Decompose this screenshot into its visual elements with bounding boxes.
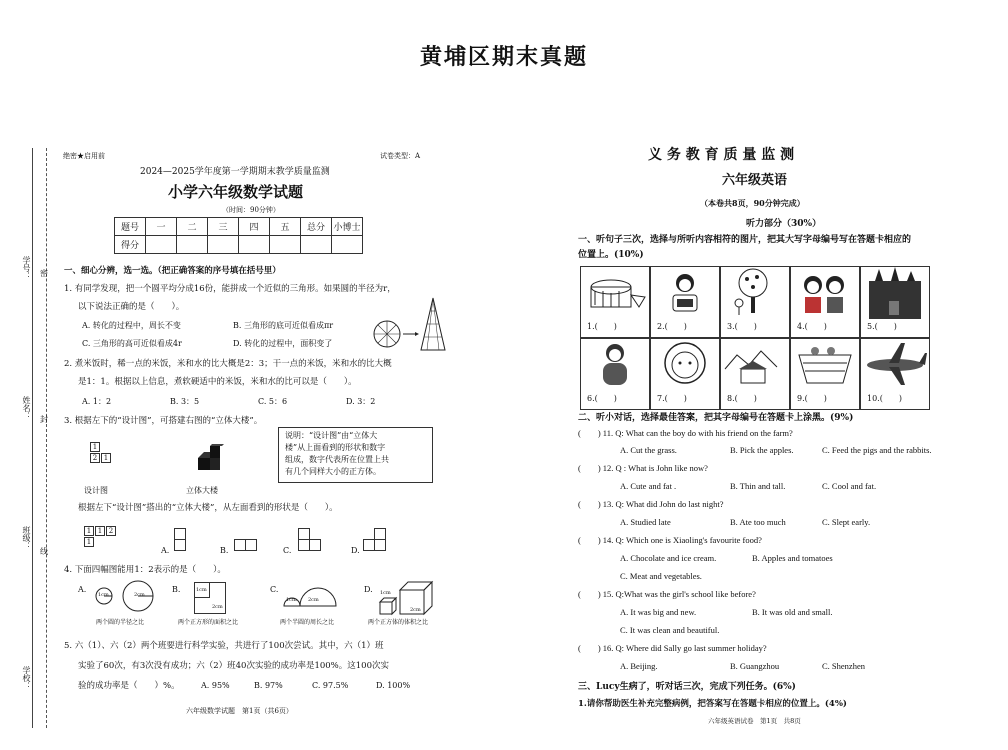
q1-option-b[interactable]: B. 三角形的底可近似看成πr: [233, 321, 334, 330]
picture-9: [790, 338, 860, 410]
q3-note-box: [278, 427, 433, 483]
q5-option-d[interactable]: D. 100%: [376, 681, 411, 690]
score-cell: 得分: [115, 236, 146, 254]
margin-school: 学校：: [22, 666, 31, 690]
q4-stem: 4. 下面四幅图能用1：2表示的是（ ）。: [64, 565, 226, 575]
margin-seal-1: 密: [40, 269, 48, 278]
a-label-1: 1cm: [98, 592, 109, 598]
q4-option-b[interactable]: B.: [172, 585, 181, 594]
q5-option-c[interactable]: C. 97.5%: [312, 681, 349, 690]
c-label-2: 2cm: [308, 597, 319, 603]
building-label: 立体大楼: [186, 486, 218, 495]
c-label-1: 1cm: [286, 597, 297, 603]
a-label-2: 2cm: [134, 592, 145, 598]
q3-shape-b: [245, 539, 257, 551]
score-cell: 一: [146, 218, 177, 236]
q3-stem-2: 根据左下“设计图”搭出的“立体大楼”，从左面看到的形状是（ ）。: [78, 503, 338, 513]
picture-8-label[interactable]: 8.( ): [727, 394, 757, 403]
q13-option-c[interactable]: C. Slept early.: [822, 517, 871, 527]
score-input-cell[interactable]: [177, 236, 208, 254]
note-line: 有几个同样大小的正方体。: [285, 467, 381, 476]
section-1-line-1: 一、听句子三次，选择与所听内容相符的图片，把其大写字母编号写在答题卡相应的: [578, 235, 912, 245]
score-cell: 总分: [301, 218, 332, 236]
q2-option-b[interactable]: B. 3：5: [170, 397, 200, 406]
page-footer: 六年级数学试题 第1页（共6页）: [186, 707, 293, 715]
q3-shape-c: [309, 539, 321, 551]
design-grid-cell: 1: [84, 526, 94, 536]
score-input-cell[interactable]: [301, 236, 332, 254]
section-1-heading: 一、细心分辨，选一选。（把正确答案的序号填在括号里）: [64, 266, 281, 276]
q4-caption-c: 两个半圆的周长之比: [280, 619, 335, 626]
design-grid-cell: 1: [84, 537, 94, 547]
picture-5: [860, 266, 930, 338]
picture-7: [650, 338, 720, 410]
q15-option-a[interactable]: A. It was big and new.: [620, 607, 697, 617]
q1-stem-2: 以下说法正确的是（ ）。: [78, 302, 185, 312]
q3-shape-d: [374, 539, 386, 551]
english-exam-page: [560, 128, 980, 740]
q4-caption-d: 两个正方体的体积之比: [368, 619, 429, 626]
q4-option-c[interactable]: C.: [270, 585, 279, 594]
q12-option-a[interactable]: A. Cute and fat .: [620, 481, 677, 491]
note-line: 组成，数字代表所在位置上共: [285, 455, 389, 464]
q5-option-b[interactable]: B. 97%: [254, 681, 283, 690]
d-label-1: 1cm: [380, 590, 391, 596]
q12-option-c[interactable]: C. Cool and fat.: [822, 481, 877, 491]
q2-stem: 2. 煮米饭时，稀一点的米饭，米和水的比大概是2：3；干一点的米饭，米和水的比大概: [64, 359, 392, 369]
picture-4: [790, 266, 860, 338]
design-grid-cell: 1: [90, 442, 100, 452]
picture-2-label[interactable]: 2.( ): [657, 322, 687, 331]
q14-option-b[interactable]: B. Apples and tomatoes: [752, 553, 833, 563]
score-cell: 二: [177, 218, 208, 236]
listening-heading: 听力部分（30%）: [746, 219, 822, 229]
picture-6-label[interactable]: 6.( ): [587, 394, 617, 403]
design-grid-cell: 2: [90, 453, 100, 463]
q11-option-a[interactable]: A. Cut the grass.: [620, 445, 677, 455]
girl-reading-icon: [651, 267, 719, 319]
two-kids-icon: [791, 267, 859, 319]
q5-stem-3: 验的成功率是（ ）%。: [78, 681, 180, 691]
tree-boy-icon: [721, 267, 789, 319]
q4-figure-d-cubes: [378, 578, 438, 618]
english-title: 六年级英语: [722, 173, 788, 188]
q12-option-b[interactable]: B. Thin and tall.: [730, 481, 786, 491]
cake-icon: [581, 267, 649, 319]
q2-option-a[interactable]: A. 1：2: [82, 397, 112, 406]
b-label-2: 2cm: [212, 604, 223, 610]
binding-line: [46, 148, 47, 728]
basket-icon: [791, 339, 859, 391]
picture-5-label[interactable]: 5.( ): [867, 322, 897, 331]
q16-option-b[interactable]: B. Guangzhou: [730, 661, 780, 671]
q16-option-a[interactable]: A. Beijing.: [620, 661, 658, 671]
q4-caption-b: 两个正方形的面积之比: [178, 619, 239, 626]
english-subtitle: （本卷共8页，90分钟完成）: [700, 198, 805, 208]
score-input-cell[interactable]: [146, 236, 177, 254]
q1-option-c[interactable]: C. 三角形的高可近似看成4r: [82, 339, 182, 348]
q4-caption-a: 两个圆的半径之比: [96, 619, 145, 626]
q4-figure-a-circles: [90, 580, 168, 616]
picture-6: [580, 338, 650, 410]
design-grid-cell: 2: [106, 526, 116, 536]
margin-student-id: 学号：: [22, 256, 31, 280]
q4-option-d[interactable]: D.: [364, 585, 373, 594]
q3-option-c[interactable]: C.: [283, 546, 292, 555]
q12-question: ( ) 12. Q : What is John like now?: [578, 463, 708, 473]
score-input-cell[interactable]: [332, 236, 363, 254]
score-table-row: [115, 236, 363, 254]
farm-house-icon: [721, 339, 789, 391]
margin-line: [32, 148, 33, 728]
boy-icon: [581, 339, 649, 391]
design-grid-cell: 1: [101, 453, 111, 463]
castle-icon: [861, 267, 929, 319]
q5-stem: 5. 六（1）、六（2）两个班要进行科学实验，共进行了100次尝试。其中，六（1）班: [64, 641, 384, 651]
q15-option-c[interactable]: C. It was clean and beautiful.: [620, 625, 720, 635]
q13-option-b[interactable]: B. Ate too much: [730, 517, 786, 527]
score-cell: 四: [239, 218, 270, 236]
building-3d-figure: [194, 444, 228, 478]
q1-option-a[interactable]: A. 转化的过程中，周长不变: [82, 321, 181, 330]
margin-seal-2: 封: [40, 415, 48, 424]
q11-option-c[interactable]: C. Feed the pigs and the rabbits.: [822, 445, 932, 455]
confidential-label: 绝密★启用前: [63, 152, 105, 160]
score-cell: 小博士: [332, 218, 363, 236]
page-footer: 六年级英语试卷 第1页 共8页: [708, 717, 801, 725]
picture-2: [650, 266, 720, 338]
girl-face-icon: [651, 339, 719, 391]
q4-option-a[interactable]: A.: [78, 585, 87, 594]
note-line: 楼”从上面看到的形状和数字: [285, 443, 386, 452]
q2-option-c[interactable]: C. 5：6: [258, 397, 288, 406]
q13-option-a[interactable]: A. Studied late: [620, 517, 671, 527]
section-2-heading: 二、听小对话，选择最佳答案，把其字母编号在答题卡上涂黑。(9%): [578, 413, 854, 423]
section-1-line-2: 位置上。(10%): [578, 250, 644, 260]
score-input-cell[interactable]: [208, 236, 239, 254]
airplane-icon: [861, 339, 929, 391]
margin-seal-3: 线: [40, 547, 48, 556]
picture-9-label[interactable]: 9.( ): [797, 394, 827, 403]
score-table: [114, 217, 363, 254]
q14-option-c[interactable]: C. Meat and vegetables.: [620, 571, 702, 581]
q1-option-d[interactable]: D. 转化的过程中，面积变了: [233, 339, 333, 348]
q2-option-d[interactable]: D. 3：2: [346, 397, 376, 406]
banner-title: 黄埔区期末真题: [419, 45, 588, 70]
q3-option-a[interactable]: A.: [161, 546, 170, 555]
design-grid-cell: 1: [95, 526, 105, 536]
picture-1: [580, 266, 650, 338]
score-table-header: [115, 218, 363, 236]
picture-10: [860, 338, 930, 410]
b-label-1: 1cm: [196, 587, 207, 593]
q3-shape-a: [174, 539, 186, 551]
d-label-2: 2cm: [410, 607, 421, 613]
q11-question: ( ) 11. Q: What can the boy do with his friend on the farm?: [578, 428, 793, 438]
picture-4-label[interactable]: 4.( ): [797, 322, 827, 331]
picture-8: [720, 338, 790, 410]
english-header: 义 务 教 育 质 量 监 测: [648, 147, 795, 163]
q14-option-a[interactable]: A. Chocolate and ice cream.: [620, 553, 717, 563]
score-cell: 五: [270, 218, 301, 236]
q13-question: ( ) 13. Q: What did John do last night?: [578, 499, 724, 509]
score-cell: 三: [208, 218, 239, 236]
margin-class: 班级：: [22, 526, 31, 550]
q1-stem: 1. 有同学发现，把一个圆平均分成16份，能拼成一个近似的三角形。如果圆的半径为r，: [64, 284, 396, 294]
q3-option-d[interactable]: D.: [351, 546, 360, 555]
q2-stem-2: 是1：1。根据以上信息，煮软硬适中的米饭，米和水的比可以是（ ）。: [78, 377, 357, 387]
note-line: 说明：“设计图”由“立体大: [285, 431, 378, 440]
section-3-heading: 三、Lucy生病了，听对话三次，完成下列任务。(6%): [578, 682, 796, 692]
exam-subtitle: 2024—2025学年度第一学期期末教学质量监测: [140, 167, 330, 177]
exam-time: （时间：90分钟）: [222, 206, 280, 214]
paper-type: 试卷类型：A: [380, 152, 421, 160]
margin-name: 姓名：: [22, 396, 31, 420]
q14-question: ( ) 14. Q: Which one is Xiaoling's favourite food?: [578, 535, 762, 545]
section-3-task-1: 1.请你帮助医生补充完整病例，把答案写在答题卡相应的位置上。(4%): [578, 699, 847, 709]
q16-question: ( ) 16. Q: Where did Sally go last summer holiday?: [578, 643, 767, 653]
q3-option-b[interactable]: B.: [220, 546, 229, 555]
score-input-cell[interactable]: [270, 236, 301, 254]
q5-option-a[interactable]: A. 95%: [201, 681, 230, 690]
q15-question: ( ) 15. Q:What was the girl's school like before?: [578, 589, 756, 599]
design-label: 设计图: [84, 486, 108, 495]
score-cell: 题号: [115, 218, 146, 236]
q5-stem-2: 实验了60次，有3次没有成功；六（2）班40次实验的成功率是100%。这100次实: [78, 661, 389, 671]
picture-10-label[interactable]: 10.( ): [867, 394, 902, 403]
q16-option-c[interactable]: C. Shenzhen: [822, 661, 865, 671]
q15-option-b[interactable]: B. It was old and small.: [752, 607, 833, 617]
exam-title: 小学六年级数学试题: [168, 183, 304, 201]
q11-option-b[interactable]: B. Pick the apples.: [730, 445, 794, 455]
picture-7-label[interactable]: 7.( ): [657, 394, 687, 403]
math-exam-page: [18, 128, 468, 740]
q3-stem: 3. 根据左下的“设计图”，可搭建右图的“立体大楼”。: [64, 416, 263, 426]
picture-1-label[interactable]: 1.( ): [587, 322, 617, 331]
q1-circle-triangle-figure: [373, 296, 453, 354]
picture-3: [720, 266, 790, 338]
score-input-cell[interactable]: [239, 236, 270, 254]
picture-3-label[interactable]: 3.( ): [727, 322, 757, 331]
